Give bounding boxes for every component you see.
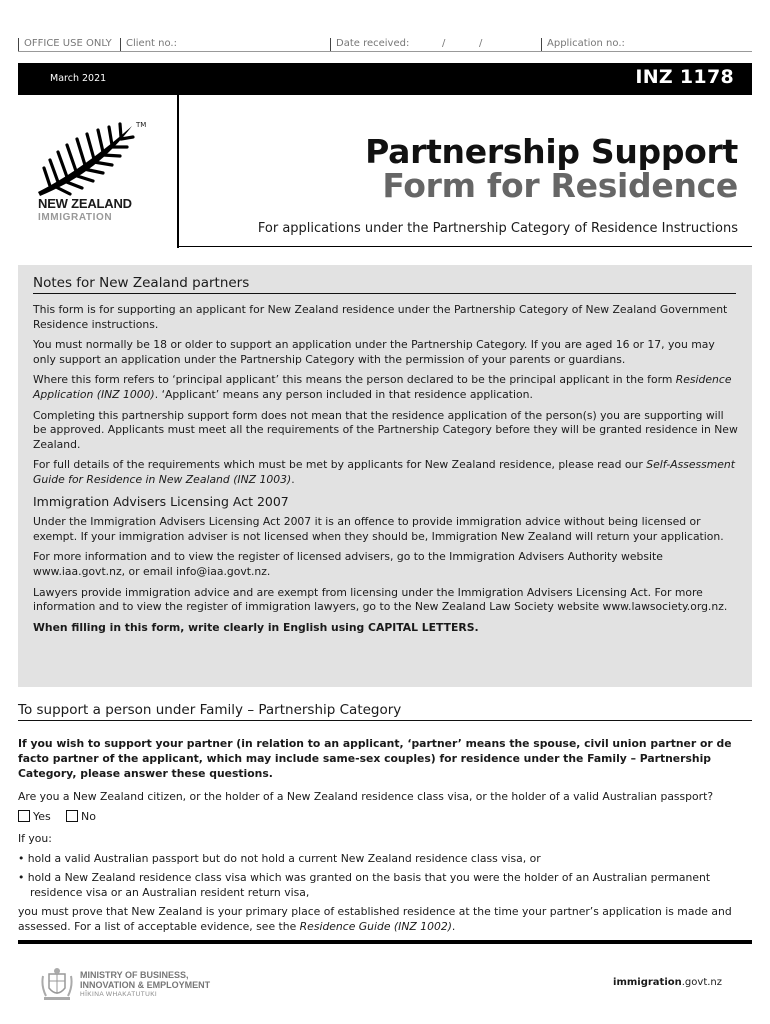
citizenship-question: Are you a New Zealand citizen, or the holder of a New Zealand residence class visa, or the holder of a valid Australian passport?	[18, 790, 714, 803]
header-horizontal-rule	[177, 246, 752, 247]
form-code: INZ 1178	[635, 66, 734, 88]
header-bar	[18, 63, 752, 95]
url-rest: .govt.nz	[681, 977, 722, 988]
ministry-name-maori: HĪKINA WHAKATUTUKI	[80, 991, 158, 998]
section-intro: If you wish to support your partner (in relation to an applicant, ‘partner’ means the spouse, civil union partner or de facto partner of the applicant, which may include same-sex couples) for residence under the Family – Partnership Category, please answer these questions.	[18, 737, 732, 780]
bullet-item: • hold a valid Australian passport but do not hold a current New Zealand residence class visa, or	[18, 852, 541, 865]
notes-paragraph: Completing this partnership support form does not mean that the residence application of the person(s) you are supporting will be approved. Applicants must meet all the requirements of the Partnership Category before they will be granted residence in New Zealand.	[33, 408, 738, 451]
page-title: Partnership Support	[365, 132, 738, 171]
guide-reference: Self-Assessment Guide for Residence in New Zealand (INZ 1003)	[33, 458, 735, 486]
client-no-label: Client no.:	[126, 38, 177, 49]
logo-text-new-zealand: NEW ZEALAND	[38, 196, 132, 211]
divider	[18, 38, 19, 51]
divider	[120, 38, 121, 51]
form-reference: Residence Application (INZ 1000)	[33, 373, 732, 401]
notes-heading: Notes for New Zealand partners	[33, 275, 736, 294]
notes-subheading: Immigration Advisers Licensing Act 2007	[33, 493, 289, 509]
bottom-rule	[18, 940, 752, 944]
silver-fern-icon	[36, 120, 148, 200]
if-you-label: If you:	[18, 832, 52, 845]
trademark-mark: TM	[136, 121, 147, 129]
notes-paragraph: Lawyers provide immigration advice and are exempt from licensing under the Immigration Advisers Licensing Act. For more information and to view the register of immigration lawyers, go to the New Zealand Law Society website www.lawsociety.org.nz.	[33, 585, 728, 614]
office-use-strip	[18, 36, 752, 52]
bullet-item: • hold a New Zealand residence class visa which was granted on the basis that you were the holder of an Australian permanent residence visa or an Australian resident return visa,	[18, 871, 711, 899]
divider	[541, 38, 542, 51]
yes-checkbox[interactable]	[18, 810, 30, 822]
url-bold: immigration	[613, 977, 682, 988]
text-run: .	[291, 472, 295, 486]
section-heading: To support a person under Family – Partnership Category	[18, 702, 752, 721]
header-vertical-rule	[177, 95, 179, 248]
notes-paragraph	[33, 373, 738, 402]
capital-letters-instruction: When filling in this form, write clearly in English using CAPITAL LETTERS.	[33, 620, 479, 634]
notes-paragraph: Under the Immigration Advisers Licensing Act 2007 it is an offence to provide immigration advice without being licensed or exempt. If your immigration adviser is not licensed when they should be, Immigration New Zealand will return your application.	[33, 515, 724, 543]
logo-text-immigration: IMMIGRATION	[38, 212, 113, 223]
text-run: . ‘Applicant’ means any person included in that residence application.	[154, 387, 533, 401]
form-date: March 2021	[50, 73, 107, 84]
notes-paragraph	[33, 458, 738, 487]
guide-reference: Residence Guide (INZ 1002)	[299, 920, 452, 933]
no-option[interactable]	[66, 810, 96, 823]
notes-paragraph: You must normally be 18 or older to support an application under the Partnership Category. If you are aged 16 or 17, you may only support an application under the Partnership Category with the permission of your parents or guardians.	[33, 338, 715, 366]
text-run: .	[451, 920, 456, 933]
notes-panel	[18, 265, 752, 687]
application-no-label: Application no.:	[547, 38, 625, 49]
divider	[330, 38, 331, 51]
notes-body	[33, 303, 738, 641]
page-subtitle: For applications under the Partnership Category of Residence Instructions	[257, 221, 738, 236]
website-url	[613, 977, 722, 988]
page-title-line2: Form for Residence	[382, 166, 738, 205]
yes-label: Yes	[33, 810, 51, 823]
notes-paragraph: For more information and to view the register of licensed advisers, go to the Immigration Advisers Authority website www.iaa.govt.nz, or email info@iaa.govt.nz.	[33, 550, 663, 578]
text-run: you must prove that New Zealand is your primary place of established residence at the time your partner’s application is made and assessed. For a list of acceptable evidence, see the	[18, 905, 732, 933]
text-run: Where this form refers to ‘principal applicant’ this means the person declared to be the principal applicant in the form	[33, 373, 676, 387]
date-received-label: Date received:	[336, 38, 410, 49]
date-slash: /	[442, 38, 446, 49]
coat-of-arms-icon	[40, 966, 74, 1002]
ministry-name-line1: MINISTRY OF BUSINESS,	[80, 970, 189, 980]
yes-option[interactable]	[18, 810, 51, 823]
text-run: For full details of the requirements which must be met by applicants for New Zealand residence, please read our	[33, 458, 647, 472]
no-checkbox[interactable]	[66, 810, 78, 822]
ministry-name-line2: INNOVATION & EMPLOYMENT	[80, 980, 211, 990]
date-slash: /	[479, 38, 483, 49]
notes-paragraph: This form is for supporting an applicant for New Zealand residence under the Partnership Category of New Zealand Government Residence instructions.	[33, 303, 728, 331]
evidence-paragraph	[18, 904, 752, 934]
no-label: No	[81, 810, 96, 823]
office-use-label: OFFICE USE ONLY	[24, 38, 112, 49]
